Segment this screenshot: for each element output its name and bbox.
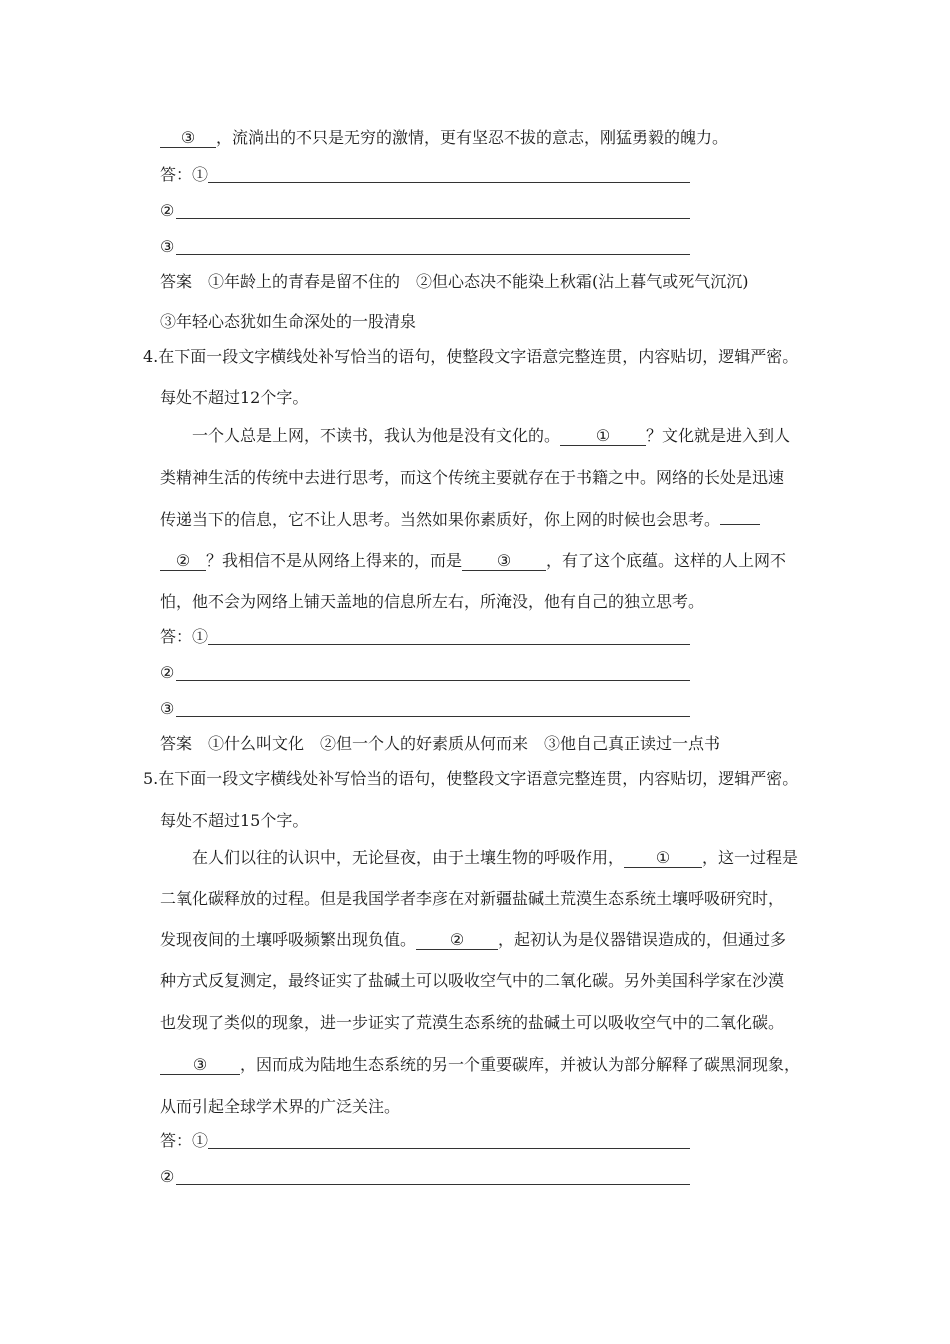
marker-1: ①	[192, 165, 209, 184]
q4-answer-field-1[interactable]	[160, 626, 690, 648]
q4-blank-2[interactable]: ②	[160, 552, 206, 571]
q3-answer-line-1: 答案 ①年龄上的青春是留不住的 ②但心态决不能染上秋霜(沾上暮气或死气沉沉)	[160, 272, 749, 291]
q4-passage-line-3	[160, 509, 760, 531]
q4-answer: 答案 ①什么叫文化 ②但一个人的好素质从何而来 ③他自己真正读过一点书	[160, 734, 721, 753]
q4-passage-text: 一个人总是上网，不读书，我认为他是没有文化的。	[192, 426, 561, 445]
q5-prompt-line-1: 5.在下面一段文字横线处补写恰当的语句，使整段文字语意完整连贯，内容贴切，逻辑严密。	[143, 769, 799, 788]
q4-answer-field-2[interactable]	[160, 662, 690, 684]
marker-1: ①	[192, 627, 209, 646]
q5-answer-field-2[interactable]	[160, 1166, 690, 1188]
q4-prompt-line-1: 4.在下面一段文字横线处补写恰当的语句，使整段文字语意完整连贯，内容贴切，逻辑严密。	[143, 347, 799, 366]
q3-blank-3[interactable]: ③	[160, 129, 216, 148]
q5-blank-3[interactable]: ③	[160, 1056, 240, 1075]
answer-prefix: 答：	[160, 627, 193, 646]
q5-prompt-line-2: 每处不超过15个字。	[160, 811, 309, 830]
answer-line	[176, 254, 690, 255]
q3-answer-field-3[interactable]	[160, 236, 690, 258]
q5-blank-1[interactable]: ①	[624, 849, 702, 868]
q4-passage-text: ，有了这个底蕴。这样的人上网不	[546, 551, 787, 570]
answer-line	[176, 716, 690, 717]
marker-1: ①	[192, 1131, 209, 1150]
marker-2: ②	[160, 1167, 175, 1186]
q4-passage-text: ？我相信不是从网络上得来的，而是	[206, 551, 463, 570]
q4-blank-1[interactable]: ①	[560, 427, 646, 446]
q5-passage-text: ，起初认为是仪器错误造成的，但通过多	[498, 930, 787, 949]
answer-line	[208, 644, 690, 645]
q5-passage-text: ，因而成为陆地生态系统的另一个重要碳库，并被认为部分解释了碳黑洞现象，	[240, 1055, 801, 1074]
answer-line	[208, 182, 690, 183]
q4-prompt-line-2: 每处不超过12个字。	[160, 388, 309, 407]
q3-line-text: ，流淌出的不只是无穷的激情，更有坚忍不拔的意志，刚猛勇毅的魄力。	[216, 128, 729, 147]
answer-prefix: 答：	[160, 165, 193, 184]
q5-passage-line-2: 二氧化碳释放的过程。但是我国学者李彦在对新疆盐碱土荒漠生态系统土壤呼吸研究时，	[160, 889, 785, 908]
q4-passage-line-5: 怕，他不会为网络上铺天盖地的信息所左右，所淹没，他有自己的独立思考。	[160, 592, 705, 611]
q5-passage-line-5: 也发现了类似的现象，进一步证实了荒漠生态系统的盐碱土可以吸收空气中的二氧化碳。	[160, 1013, 785, 1032]
answer-line	[176, 218, 690, 219]
q5-blank-2[interactable]: ②	[416, 931, 498, 950]
marker-3: ③	[160, 237, 175, 256]
answer-line	[208, 1148, 690, 1149]
q5-passage-line-3	[160, 929, 786, 951]
q5-passage-text: 发现夜间的土壤呼吸频繁出现负值。	[160, 930, 417, 949]
q5-passage-text: ，这一过程是	[702, 848, 799, 867]
marker-3: ③	[160, 699, 175, 718]
marker-2: ②	[160, 663, 175, 682]
q4-passage-line-2: 类精神生活的传统中去进行思考，而这个传统主要就存在于书籍之中。网络的长处是迅速	[160, 468, 785, 487]
q4-passage-text: 传递当下的信息，它不让人思考。当然如果你素质好，你上网的时候也会思考。	[160, 510, 721, 529]
q5-passage-line-1	[192, 847, 798, 869]
marker-2: ②	[160, 201, 175, 220]
q4-blank-2-start[interactable]	[720, 524, 760, 525]
q3-answer-field-2[interactable]	[160, 200, 690, 222]
q4-answer-field-3[interactable]	[160, 698, 690, 720]
q5-passage-text: 在人们以往的认识中，无论昼夜，由于土壤生物的呼吸作用，	[192, 848, 625, 867]
answer-prefix: 答：	[160, 1131, 193, 1150]
q5-passage-line-7: 从而引起全球学术界的广泛关注。	[160, 1097, 401, 1116]
q4-blank-3[interactable]: ③	[462, 552, 546, 571]
q4-passage-line-1	[192, 425, 790, 447]
q5-passage-line-6	[160, 1054, 800, 1076]
answer-line	[176, 1184, 690, 1185]
q3-answer-line-2: ③年轻心态犹如生命深处的一股清泉	[160, 312, 417, 331]
q4-passage-text: ？文化就是进入到人	[646, 426, 791, 445]
q3-answer-field-1[interactable]	[160, 164, 690, 186]
q3-blank-line	[160, 127, 728, 149]
q5-answer-field-1[interactable]	[160, 1130, 690, 1152]
q5-passage-line-4: 种方式反复测定，最终证实了盐碱土可以吸收空气中的二氧化碳。另外美国科学家在沙漠	[160, 971, 785, 990]
answer-line	[176, 680, 690, 681]
q4-passage-line-4	[160, 550, 786, 572]
